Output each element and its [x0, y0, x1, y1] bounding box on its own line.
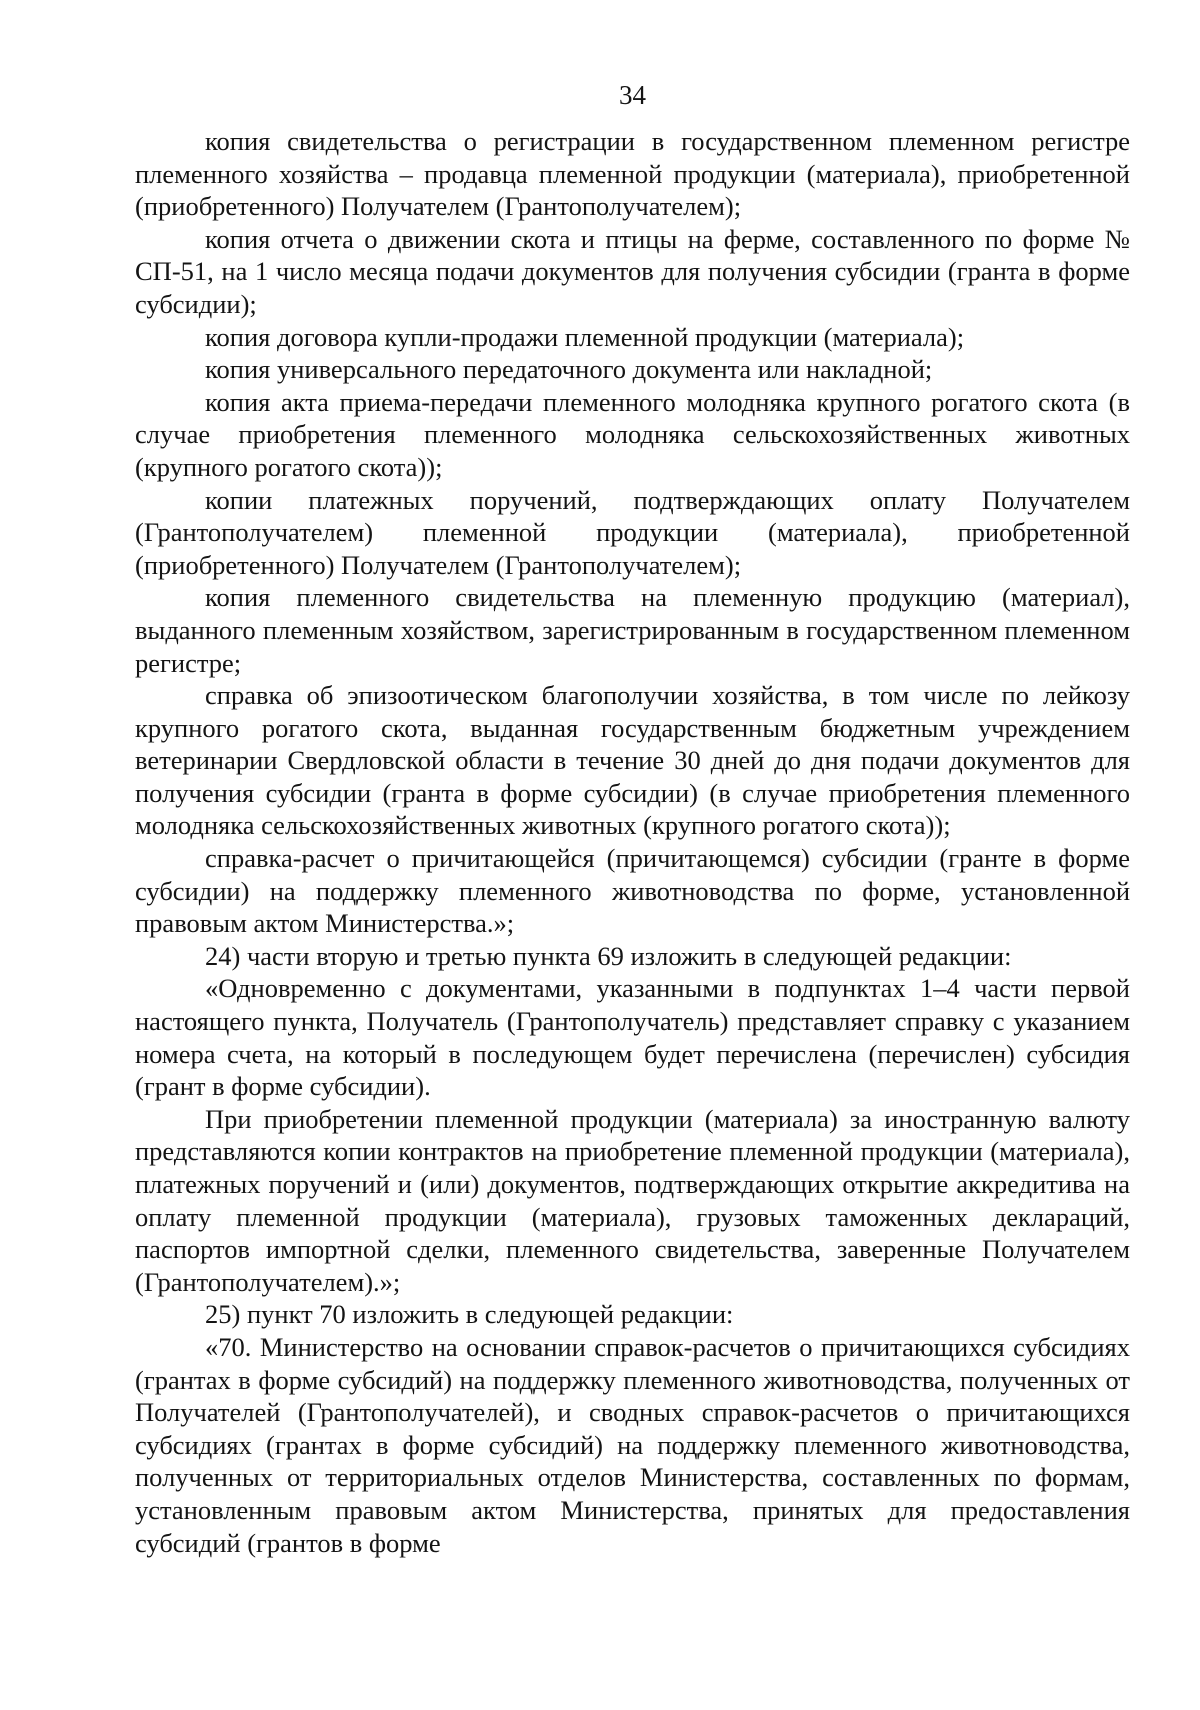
- paragraph-item-70: «70. Министерство на основании справок-расчетов о причитающихся субсидиях (грантах в форме субсидий) на поддержку племенного животноводства, полученных от Получателей (Грантополучателей), и сводных справок-расчетов о причитающихся субсидиях (грантах в форме субсидий) на поддержку племенного животноводства, полученных от территориальных отделов Министерства, составленных по формам, установленным правовым актом Министерства, принятых для предоставления субсидий (грантов в форме: [135, 1331, 1130, 1558]
- paragraph-subsidy-calculation: справка-расчет о причитающейся (причитающемся) субсидии (гранте в форме субсидии) на поддержку племенного животноводства по форме, установленной правовым актом Министерства.»;: [135, 843, 1130, 939]
- paragraph-payment-orders: копии платежных поручений, подтверждающих оплату Получателем (Грантополучателем) племенной продукции (материала), приобретенной (приобретенного) Получателем (Грантополучателем);: [135, 484, 1130, 580]
- paragraph-sale-contract: копия договора купли-продажи племенной продукции (материала);: [205, 321, 965, 352]
- document-body: [135, 125, 1130, 1559]
- paragraph-breeding-certificate: копия племенного свидетельства на племенную продукцию (материал), выданного племенным хозяйством, зарегистрированным в государственном племенном регистре;: [135, 582, 1130, 678]
- paragraph-acceptance-act: копия акта приема-передачи племенного молодняка крупного рогатого скота (в случае приобретения племенного молодняка сельскохозяйственных животных (крупного рогатого скота));: [135, 386, 1130, 482]
- paragraph-item-25: 25) пункт 70 изложить в следующей редакции:: [205, 1299, 734, 1330]
- paragraph-registry-certificate: копия свидетельства о регистрации в государственном племенном регистре племенного хозяйства – продавца племенной продукции (материала), приобретенной (приобретенного) Получателем (Грантополучателем);: [135, 126, 1130, 222]
- paragraph-livestock-report: копия отчета о движении скота и птицы на ферме, составленного по форме № СП-51, на 1 число месяца подачи документов для получения субсидии (гранта в форме субсидии);: [135, 223, 1130, 319]
- page-number: 34: [619, 80, 646, 110]
- paragraph-epizootic-certificate: справка об эпизоотическом благополучии хозяйства, в том числе по лейкозу крупного рогатого скота, выданная государственным бюджетным учреждением ветеринарии Свердловской области в течение 30 дней до дня подачи документов для получения субсидии (гранта в форме субсидии) (в случае приобретения племенного молодняка сельскохозяйственных животных (крупного рогатого скота));: [135, 680, 1130, 841]
- paragraph-simultaneous-documents: «Одновременно с документами, указанными в подпунктах 1–4 части первой настоящего пункта, Получатель (Грантополучатель) представляет справку с указанием номера счета, на который в последующем будет перечислена (перечислен) субсидия (грант в форме субсидии).: [135, 973, 1130, 1102]
- paragraph-foreign-currency: При приобретении племенной продукции (материала) за иностранную валюту представляются копии контрактов на приобретение племенной продукции (материала), платежных поручений и (или) документов, подтверждающих открытие аккредитива на оплату племенной продукции (материала), грузовых таможенных деклараций, паспортов импортной сделки, племенного свидетельства, заверенные Получателем (Грантополучателем).»;: [135, 1103, 1130, 1297]
- paragraph-item-24: 24) части вторую и третью пункта 69 изложить в следующей редакции:: [205, 940, 1012, 971]
- paragraph-transfer-document: копия универсального передаточного документа или накладной;: [205, 354, 933, 385]
